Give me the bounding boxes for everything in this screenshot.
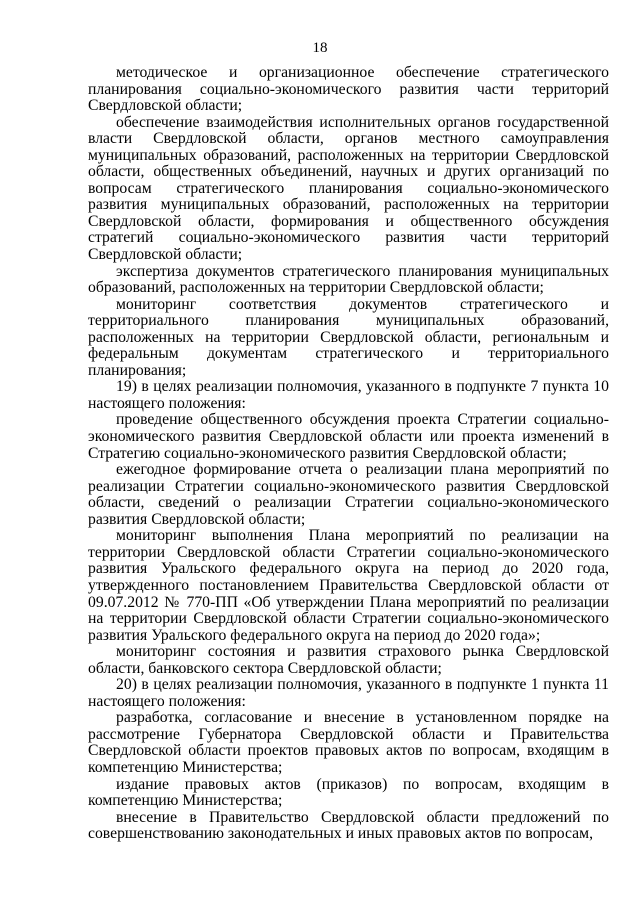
paragraph: мониторинг выполнения Плана мероприятий по реализации на территории Свердловской области Стратегии социально-экономического развития Уральского федерального округа на период до 2020 года, утвержденного постановлением Правительства Свердловской области от 09.07.2012 № 770-ПП «Об утверждении Плана мероприятий по реализации на территории Свердловской области Стратегии социально-экономического развития Уральского федерального округа на период до 2020 года»;: [88, 527, 609, 644]
paragraph: издание правовых актов (приказов) по вопросам, входящим в компетенцию Министерства;: [88, 775, 609, 810]
paragraph: 20) в целях реализации полномочия, указанного в подпункте 1 пункта 11 настоящего положения:: [88, 676, 609, 710]
paragraph: ежегодное формирование отчета о реализации плана мероприятий по реализации Стратегии социально-экономического развития Свердловской области, сведений о реализации Стратегии социально-экономического развития Свердловской области;: [88, 461, 609, 528]
document-body: [88, 65, 609, 843]
paragraph: обеспечение взаимодействия исполнительных органов государственной власти Свердловской области, органов местного самоуправления муниципальных образований, расположенных на территории Свердловской области, общественных объединений, научных и других организаций по вопросам стратегического планирования социально-экономического развития муниципальных образований, расположенных на территории Свердловской области, формирования и общественного обсуждения стратегий социально-экономического развития части территорий Свердловской области;: [88, 113, 609, 264]
page-number: 18: [312, 40, 328, 56]
paragraph: мониторинг состояния и развития страхового рынка Свердловской области, банковского сектора Свердловской области;: [88, 643, 609, 677]
paragraph: 19) в целях реализации полномочия, указанного в подпункте 7 пункта 10 настоящего положения:: [88, 378, 609, 412]
paragraph: мониторинг соответствия документов стратегического и территориального планирования муниципальных образований, расположенных на территории Свердловской области, региональным и федеральным документам стратегического и территориального планирования;: [88, 295, 609, 379]
paragraph: экспертиза документов стратегического планирования муниципальных образований, расположенных на территории Свердловской области;: [88, 262, 609, 297]
paragraph: разработка, согласование и внесение в установленном порядке на рассмотрение Губернатора Свердловской области и Правительства Свердловской области проектов правовых актов по вопросам, входящим в компетенцию Министерства;: [88, 709, 609, 776]
paragraph: методическое и организационное обеспечение стратегического планирования социально-экономического развития части территорий Свердловской области;: [88, 64, 609, 115]
paragraph: проведение общественного обсуждения проекта Стратегии социально-экономического развития Свердловской области или проекта изменений в Стратегию социально-экономического развития Свердловской области;: [88, 411, 609, 462]
paragraph: внесение в Правительство Свердловской области предложений по совершенствованию законодательных и иных правовых актов по вопросам,: [88, 808, 609, 843]
